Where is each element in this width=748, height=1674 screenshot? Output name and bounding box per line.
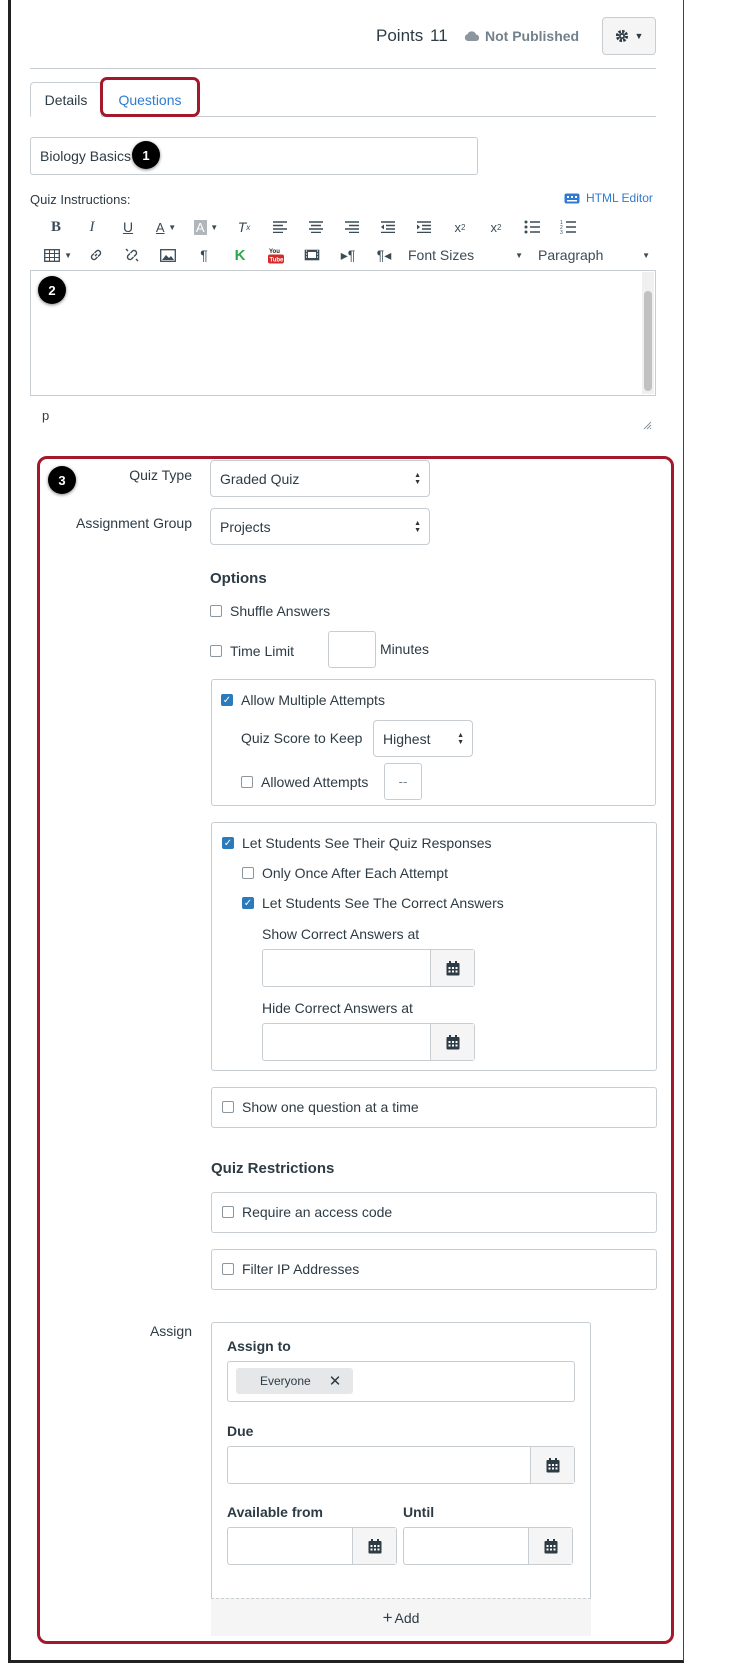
gear-icon: [615, 29, 629, 43]
allow-multiple-attempts-row[interactable]: [221, 692, 385, 708]
show-correct-answers-at-label: Show Correct Answers at: [262, 926, 420, 942]
assignment-group-value: Projects: [220, 518, 271, 535]
access-code-checkbox[interactable]: [222, 1206, 234, 1218]
image-icon[interactable]: [150, 244, 186, 266]
bullet-list-icon[interactable]: [514, 216, 550, 238]
allow-multiple-attempts-checkbox[interactable]: ✓: [222, 694, 232, 706]
svg-text:3: 3: [560, 230, 563, 234]
allow-multiple-attempts-label: Allow Multiple Attempts: [241, 692, 385, 708]
hide-correct-answers-date[interactable]: [262, 1023, 475, 1061]
see-correct-answers-label: Let Students See The Correct Answers: [262, 895, 504, 911]
link-icon[interactable]: [78, 244, 114, 266]
add-assignment-label: Add: [394, 1609, 420, 1626]
clear-formatting-icon[interactable]: T x: [237, 219, 251, 235]
instructions-editor[interactable]: [30, 270, 656, 396]
keyboard-icon: [564, 193, 580, 204]
quiz-score-to-keep-label: Quiz Score to Keep: [241, 730, 363, 746]
quiz-instructions-label: Quiz Instructions:: [30, 192, 131, 207]
quiz-score-to-keep-value: Highest: [383, 730, 431, 747]
caret-down-icon: ▼: [515, 250, 523, 260]
highlight-questions-tab: [100, 77, 200, 117]
align-right-icon[interactable]: [334, 216, 370, 238]
allowed-attempts-input[interactable]: --: [384, 763, 422, 800]
until-label: Until: [403, 1504, 435, 1520]
add-assignment-button[interactable]: [211, 1598, 591, 1636]
font-sizes-select[interactable]: [408, 247, 523, 263]
available-from-field[interactable]: [227, 1527, 397, 1565]
svg-text:Tube: Tube: [269, 257, 284, 263]
quiz-title-input[interactable]: Biology Basics: [30, 137, 478, 175]
resize-handle-icon[interactable]: [642, 420, 652, 430]
quiz-type-label: Quiz Type: [129, 467, 192, 483]
updown-arrows-icon: ▲ ▼: [457, 731, 464, 746]
time-limit-row[interactable]: [210, 643, 294, 659]
calendar-icon: [446, 961, 460, 976]
caret-down-icon: ▼: [642, 250, 650, 260]
table-icon[interactable]: ▼: [38, 244, 78, 266]
svg-text:1: 1: [560, 220, 563, 226]
assign-label: Assign: [149, 1323, 192, 1339]
media-icon[interactable]: [294, 244, 330, 266]
callout-3: 3: [48, 466, 76, 494]
editor-toolbar-row-1: [38, 216, 586, 238]
subscript-icon[interactable]: x 2: [490, 219, 502, 235]
html-editor-link[interactable]: [564, 191, 653, 205]
until-field[interactable]: [403, 1527, 573, 1565]
filter-ip-row[interactable]: [222, 1261, 359, 1277]
assignment-group-select[interactable]: [210, 508, 430, 545]
html-editor-label: HTML Editor: [586, 191, 653, 205]
background-color-icon[interactable]: A ▼: [195, 219, 219, 235]
numbered-list-icon[interactable]: [550, 216, 586, 238]
plus-icon: +: [382, 1607, 393, 1627]
cloud-icon: [464, 31, 480, 42]
one-question-label: Show one question at a time: [242, 1099, 419, 1115]
let-students-see-responses-label: Let Students See Their Quiz Responses: [242, 835, 492, 851]
close-icon[interactable]: ✕: [328, 1373, 342, 1390]
callout-1: 1: [132, 141, 160, 169]
calendar-icon: [368, 1539, 382, 1554]
show-correct-answers-date[interactable]: [262, 949, 475, 987]
svg-text:2: 2: [560, 225, 563, 231]
youtube-icon[interactable]: [258, 244, 294, 266]
shuffle-answers-checkbox[interactable]: [210, 605, 222, 617]
access-code-row[interactable]: [222, 1204, 392, 1220]
let-students-see-responses-checkbox[interactable]: ✓: [223, 837, 233, 849]
calendar-icon: [546, 1458, 560, 1473]
superscript-icon[interactable]: x 2: [454, 219, 466, 235]
calendar-button[interactable]: [530, 1447, 574, 1483]
tab-questions[interactable]: Questions: [118, 91, 182, 108]
paragraph-select[interactable]: [538, 247, 650, 263]
rtl-icon[interactable]: ¶◂: [376, 246, 392, 263]
due-label: Due: [227, 1423, 254, 1439]
see-correct-answers-checkbox[interactable]: ✓: [243, 897, 253, 909]
kaltura-icon[interactable]: K: [234, 246, 246, 264]
tab-details[interactable]: Details: [30, 82, 102, 117]
only-once-label: Only Once After Each Attempt: [262, 865, 448, 881]
caret-down-icon: ▼: [634, 31, 644, 41]
updown-arrows-icon: ▲ ▼: [414, 519, 421, 534]
allowed-attempts-checkbox[interactable]: [241, 776, 253, 788]
due-date-field[interactable]: [227, 1446, 575, 1484]
assignment-group-label: Assignment Group: [76, 515, 192, 531]
time-limit-checkbox[interactable]: [210, 645, 222, 657]
assignee-chip-label: Everyone: [260, 1374, 311, 1388]
calendar-icon: [544, 1539, 558, 1554]
paragraph-label: Paragraph: [538, 247, 604, 263]
publish-status-label: Not Published: [485, 28, 580, 44]
shuffle-answers-label: Shuffle Answers: [230, 603, 331, 619]
text-color-icon[interactable]: A ▼: [155, 219, 177, 235]
editor-path-indicator: p: [42, 408, 50, 423]
bold-icon[interactable]: B: [50, 218, 61, 235]
available-from-label: Available from: [227, 1504, 323, 1520]
options-heading: Options: [210, 570, 267, 587]
quiz-type-select[interactable]: [210, 460, 430, 497]
allowed-attempts-label: Allowed Attempts: [261, 774, 369, 790]
points-value: 11: [430, 26, 448, 45]
hide-correct-answers-input[interactable]: [263, 1024, 430, 1060]
updown-arrows-icon: ▲ ▼: [414, 471, 421, 486]
indent-icon[interactable]: [406, 216, 442, 238]
calendar-button[interactable]: [430, 1024, 474, 1060]
calendar-button[interactable]: [352, 1528, 396, 1564]
editor-toolbar-row-2: [38, 244, 650, 266]
pilcrow-icon[interactable]: ¶: [200, 247, 208, 263]
align-left-icon[interactable]: [262, 216, 298, 238]
quiz-restrictions-heading: Quiz Restrictions: [211, 1160, 335, 1177]
one-question-checkbox[interactable]: [222, 1101, 234, 1113]
one-question-row[interactable]: [222, 1099, 419, 1115]
unlink-icon[interactable]: [114, 244, 150, 266]
calendar-icon: [446, 1035, 460, 1050]
svg-text:You: You: [269, 248, 280, 255]
hide-correct-answers-at-label: Hide Correct Answers at: [262, 1000, 413, 1016]
ltr-icon[interactable]: ▸¶: [340, 246, 356, 263]
italic-icon[interactable]: I: [89, 218, 95, 235]
assign-to-label: Assign to: [227, 1338, 291, 1354]
filter-ip-checkbox[interactable]: [222, 1263, 234, 1275]
see-correct-answers-row[interactable]: [242, 895, 504, 911]
time-limit-minutes-input[interactable]: [328, 631, 376, 668]
minutes-label: Minutes: [380, 641, 430, 657]
calendar-button[interactable]: [528, 1528, 572, 1564]
until-input[interactable]: [404, 1528, 528, 1564]
filter-ip-label: Filter IP Addresses: [242, 1261, 360, 1277]
time-limit-label: Time Limit: [230, 643, 295, 659]
shuffle-answers-row[interactable]: [210, 603, 330, 619]
allowed-attempts-row[interactable]: [241, 774, 368, 790]
underline-icon[interactable]: U: [122, 219, 134, 235]
outdent-icon[interactable]: [370, 216, 406, 238]
only-once-checkbox[interactable]: [242, 867, 254, 879]
align-center-icon[interactable]: [298, 216, 334, 238]
settings-menu-button[interactable]: [602, 17, 656, 55]
access-code-label: Require an access code: [242, 1204, 393, 1220]
points-label: Points: [376, 26, 424, 45]
header-divider: [30, 68, 656, 69]
let-students-see-responses-row[interactable]: [222, 835, 492, 851]
publish-status[interactable]: [464, 28, 579, 44]
only-once-row[interactable]: [242, 865, 448, 881]
quiz-type-value: Graded Quiz: [220, 470, 300, 487]
due-date-input[interactable]: [228, 1447, 530, 1483]
quiz-score-to-keep-select[interactable]: [373, 720, 473, 757]
available-from-input[interactable]: [228, 1528, 352, 1564]
font-sizes-label: Font Sizes: [408, 247, 475, 263]
callout-2: 2: [38, 276, 66, 304]
calendar-button[interactable]: [430, 950, 474, 986]
show-correct-answers-input[interactable]: [263, 950, 430, 986]
editor-scroll-thumb[interactable]: [644, 291, 652, 391]
assignee-chip: [236, 1368, 353, 1394]
